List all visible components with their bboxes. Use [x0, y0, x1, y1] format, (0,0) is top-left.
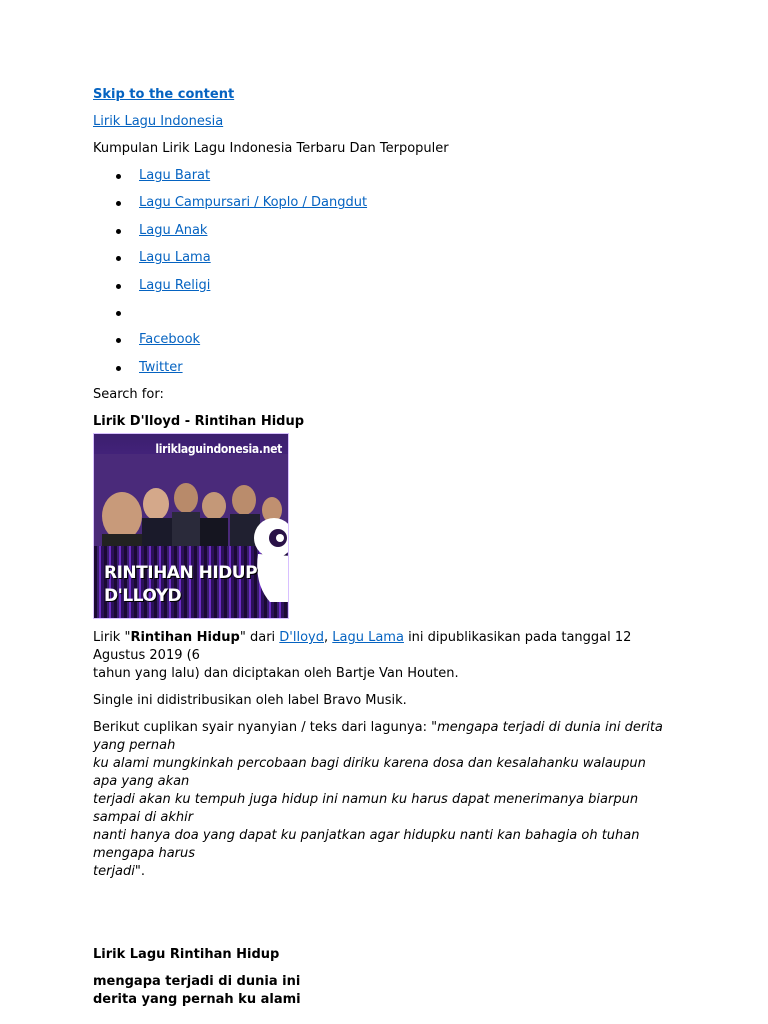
- search-label: Search for:: [93, 387, 164, 403]
- lyric-line: mengapa terjadi di dunia ini: [93, 974, 301, 990]
- label-info: Single ini didistribusikan oleh label Bravo Musik.: [93, 693, 407, 709]
- menu-link-lagu-barat[interactable]: Lagu Barat: [139, 168, 211, 183]
- excerpt-line-2: ku alami mungkinkah percobaan bagi diriku karena dosa dan kesalahanku walaupun apa yang akan: [93, 756, 646, 790]
- intro-prefix: Lirik ": [93, 630, 131, 646]
- site-title-link[interactable]: Lirik Lagu Indonesia: [93, 114, 224, 129]
- intro-suffix-2: tahun yang lalu) dan diciptakan oleh Bartje Van Houten.: [93, 666, 459, 682]
- excerpt-line-5: terjadi: [93, 864, 135, 880]
- menu-item-lagu-anak: [93, 222, 673, 249]
- intro-suffix-1: ini dipublikasikan pada tanggal 12 Agustus 2019 (6: [93, 630, 632, 664]
- menu-item-lagu-campursari: [93, 194, 673, 221]
- twitter-link[interactable]: Twitter: [139, 359, 183, 375]
- excerpt-prefix: Berikut cuplikan syair nyanyian / teks dari lagunya: ": [93, 720, 438, 736]
- lyric-line: derita yang pernah ku alami: [93, 992, 301, 1008]
- skip-to-content-link[interactable]: Skip to the content: [93, 87, 235, 102]
- post-intro: [93, 629, 673, 683]
- post-title: Lirik D'lloyd - Rintihan Hidup: [93, 414, 305, 430]
- excerpt-line-3: terjadi akan ku tempuh juga hidup ini namun ku harus dapat menerimanya biarpun sampai di akhir: [93, 792, 639, 826]
- thumbnail-artist-name: D'LLOYD: [104, 586, 182, 607]
- menu-item-empty: [93, 304, 673, 331]
- post-thumbnail[interactable]: [93, 433, 289, 619]
- menu-link-lagu-lama[interactable]: Lagu Lama: [139, 250, 211, 266]
- intro-mid: " dari: [239, 630, 280, 646]
- thumbnail-song-title: RINTIHAN HIDUP: [104, 563, 258, 584]
- intro-separator: ,: [324, 630, 333, 646]
- facebook-link[interactable]: Facebook: [139, 332, 201, 348]
- menu-item-lagu-religi: [93, 277, 673, 304]
- menu-item-lagu-lama: [93, 249, 673, 276]
- menu-link-lagu-anak[interactable]: Lagu Anak: [139, 222, 208, 238]
- site-tagline: Kumpulan Lirik Lagu Indonesia Terbaru Dan Terpopuler: [93, 141, 449, 156]
- excerpt-suffix: ".: [134, 864, 146, 880]
- artist-link[interactable]: D'lloyd: [279, 630, 324, 646]
- menu-item-twitter: [93, 359, 673, 386]
- menu-link-lagu-campursari[interactable]: Lagu Campursari / Koplo / Dangdut: [139, 195, 368, 211]
- primary-menu: [93, 167, 673, 386]
- lyric-excerpt: [93, 719, 673, 881]
- lyrics-stanza: [93, 973, 673, 1009]
- menu-item-lagu-barat: [93, 167, 673, 194]
- category-link[interactable]: Lagu Lama: [332, 630, 404, 646]
- lyrics-heading: Lirik Lagu Rintihan Hidup: [93, 947, 280, 963]
- menu-link-lagu-religi[interactable]: Lagu Religi: [139, 277, 211, 293]
- thumbnail-watermark: liriklaguindonesia.net: [155, 442, 282, 457]
- headphone-logo-icon: [248, 514, 289, 604]
- excerpt-line-1: mengapa terjadi di dunia ini derita yang pernah: [93, 720, 663, 754]
- page-content: [93, 86, 673, 1009]
- menu-item-facebook: [93, 331, 673, 358]
- intro-song-name: Rintihan Hidup: [130, 630, 240, 646]
- excerpt-line-4: nanti hanya doa yang dapat ku panjatkan agar hidupku nanti kan bahagia oh tuhan mengapa harus: [93, 828, 640, 862]
